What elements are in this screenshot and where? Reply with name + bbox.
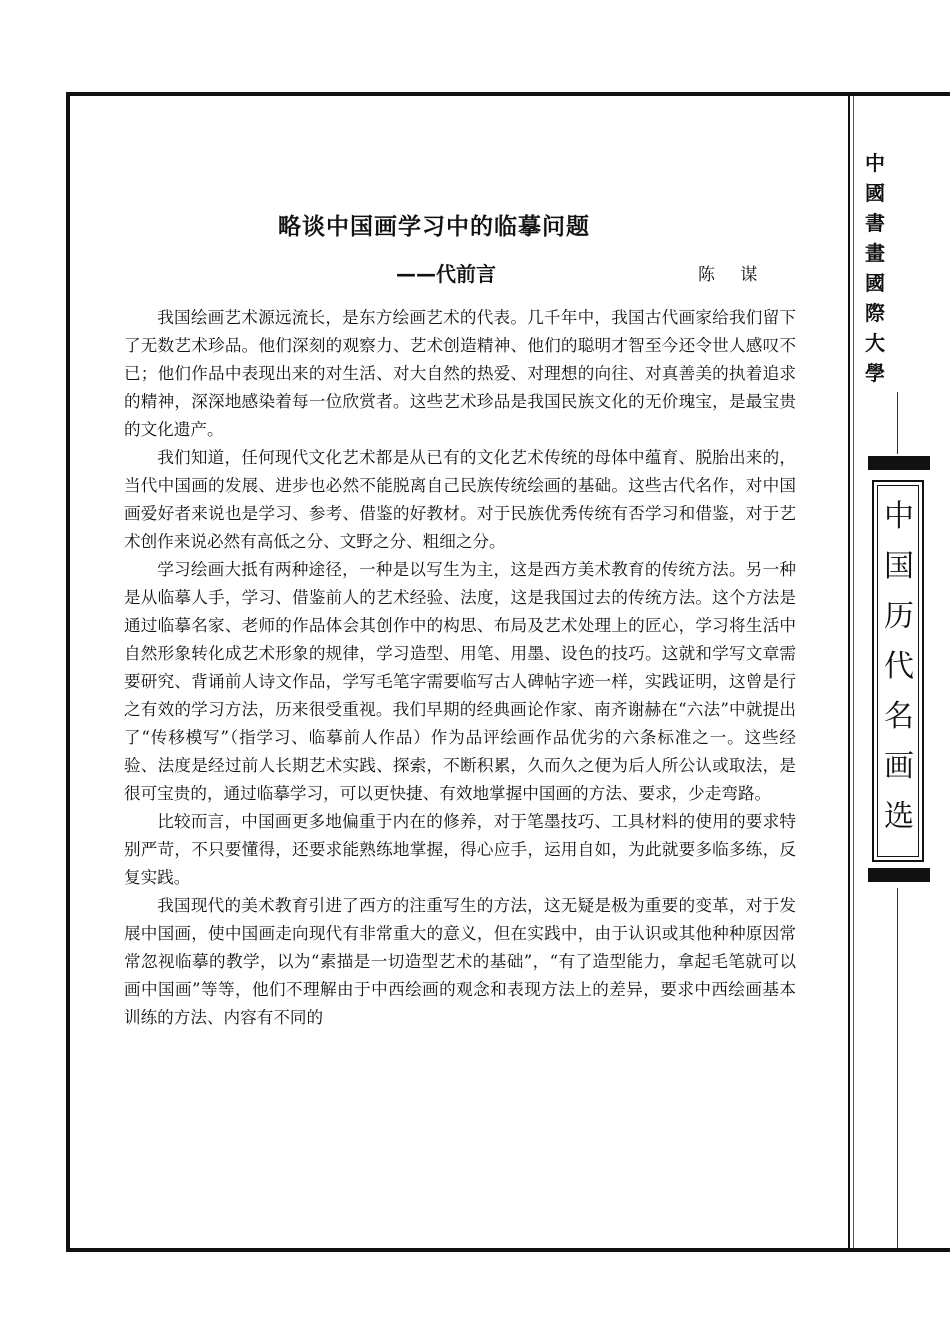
- paragraph: 学习绘画大抵有两种途径，一种是以写生为主，这是西方美术教育的传统方法。另一种是从临摹人手，学习、借鉴前人的艺术经验、法度，这是我国过去的传统方法。这个方法是通过临摹名家、老师的作品体会其创作中的构思、布局及艺术处理上的匠心，学习将生活中自然形象转化成艺术形象的规律，学习造型、用笔、用墨、设色的技巧。这就和学写文章需要研究、背诵前人诗文作品，学写毛笔字需要临写古人碑帖字迹一样，实践证明，这曾是行之有效的学习方法，历来很受重视。我们早期的经典画论作家、南齐谢赫在“六法”中就提出了“传移模写”（指学习、临摹前人作品）作为品评绘画作品优劣的六条标准之一。这些经验、法度是经过前人长期艺术实践、探索，不断积累，久而久之便为后人所公认或取法，是很可宝贵的，通过临摹学习，可以更快捷、有效地掌握中国画的方法、要求，少走弯路。: [124, 560, 796, 803]
- banner-char: 画: [884, 749, 914, 784]
- paragraph: 我国绘画艺术源远流长，是东方绘画艺术的代表。几千年中，我国古代画家给我们留下了无数艺术珍品。他们深刻的观察力、艺术创造精神、他们的聪明才智至今还令世人感叹不已；他们作品中表现出来的对生活、对大自然的热爱、对理想的向往、对真善美的执着追求的精神，深深地感染着每一位欣赏者。这些艺术珍品是我国民族文化的无价瑰宝，是最宝贵的文化遗产。: [124, 308, 796, 439]
- column-divider: [848, 96, 850, 1248]
- vertical-char: 中: [865, 151, 885, 175]
- sidebar-rule-bottom: [897, 888, 898, 1248]
- banner-band-top: [868, 456, 930, 470]
- article-body: [124, 304, 796, 1032]
- vertical-char: 書: [865, 211, 885, 235]
- author-name: 陈 谋: [698, 265, 768, 285]
- banner-band-bottom: [868, 868, 930, 882]
- column-divider-thin: [853, 96, 854, 1248]
- vertical-char: 大: [865, 331, 885, 355]
- banner-char: 名: [884, 699, 914, 734]
- series-banner: [868, 456, 930, 886]
- paragraph: 比较而言，中国画更多地偏重于内在的修养，对于笔墨技巧、工具材料的使用的要求特别严苛，不只要懂得，还要求能熟练地掌握，得心应手，运用自如，为此就要多临多练，反复实践。: [124, 812, 796, 887]
- vertical-char: 畫: [865, 241, 885, 265]
- paragraph: 我国现代的美术教育引进了西方的注重写生的方法，这无疑是极为重要的变革，对于发展中国画，使中国画走向现代有非常重大的意义，但在实践中，由于认识或其他种种原因常常忽视临摹的教学，以为“素描是一切造型艺术的基础”，“有了造型能力，拿起毛笔就可以画中国画”等等，他们不理解由于中西绘画的观念和表现方法上的差异，要求中西绘画基本训练的方法、内容有不同的: [124, 896, 796, 1027]
- article-title: 略谈中国画学习中的临摹问题: [278, 214, 590, 240]
- paragraph: 我们知道，任何现代文化艺术都是从已有的文化艺术传统的母体中蕴育、脱胎出来的，当代中国画的发展、进步也必然不能脱离自己民族传统绘画的基础。这些古代名作，对中国画爱好者来说也是学习、参考、借鉴的好教材。对于民族优秀传统有否学习和借鉴，对于艺术创作来说必然有高低之分、文野之分、粗细之分。: [124, 448, 796, 551]
- banner-char: 国: [884, 549, 914, 584]
- banner-char: 中: [884, 499, 914, 534]
- article-subtitle: ——代前言: [396, 262, 496, 286]
- banner-title: [868, 492, 930, 842]
- banner-char: 代: [884, 649, 914, 684]
- banner-char: 历: [884, 599, 914, 634]
- vertical-char: 國: [865, 271, 885, 295]
- sidebar-rule-top: [897, 392, 898, 454]
- vertical-char: 際: [865, 301, 885, 325]
- vertical-char: 學: [865, 361, 885, 385]
- banner-char: 选: [884, 799, 914, 834]
- vertical-char: 國: [865, 181, 885, 205]
- vertical-series-title: [860, 148, 890, 388]
